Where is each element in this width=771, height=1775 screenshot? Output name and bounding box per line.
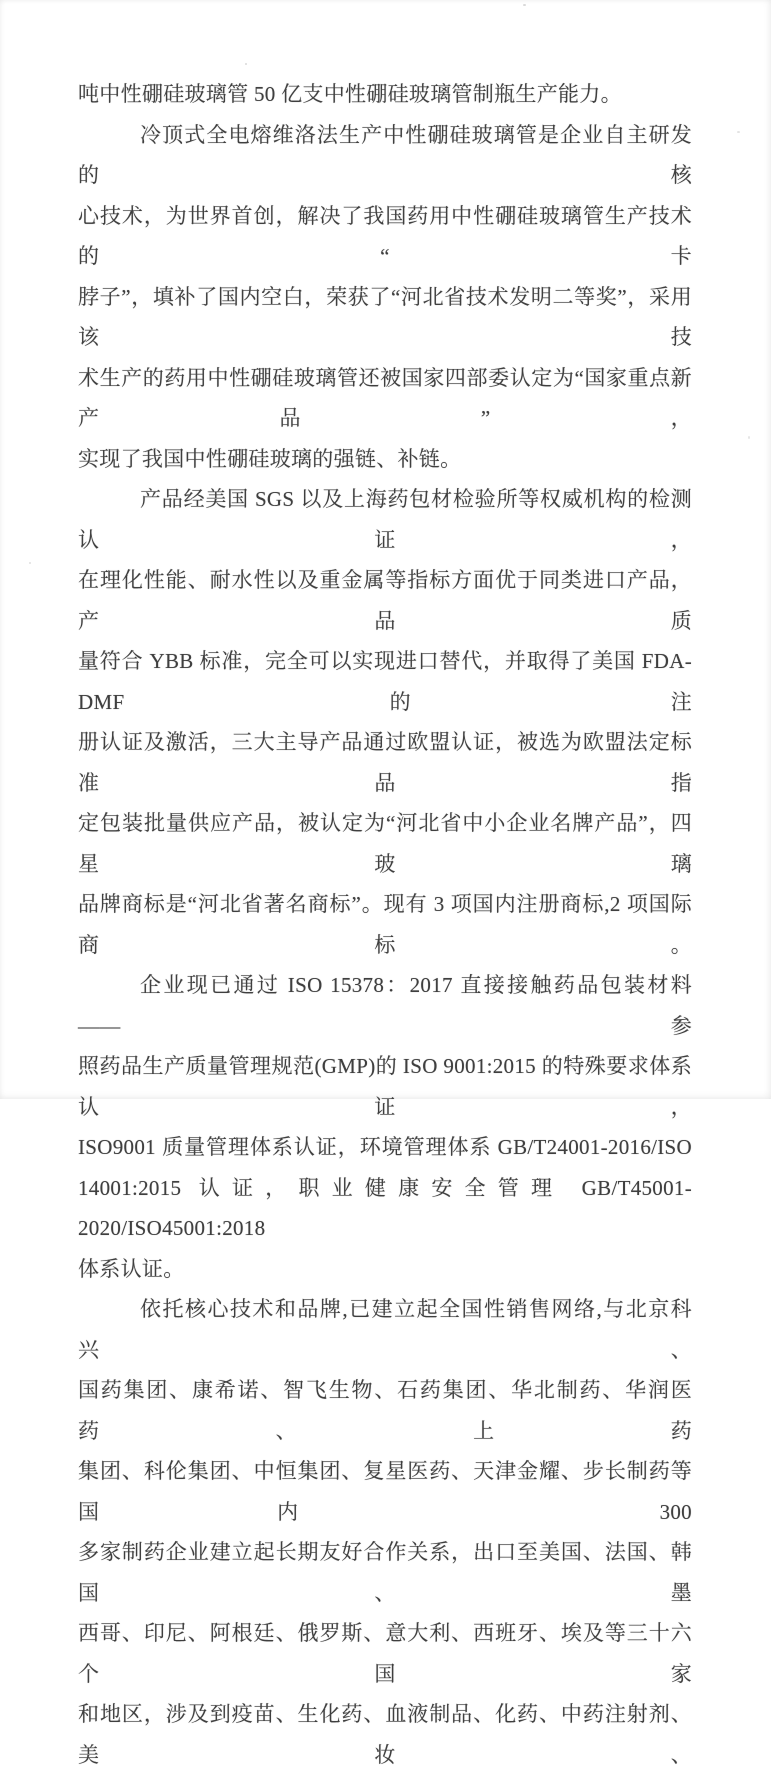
text-line: 定包装批量供应产品，被认定为“河北省中小企业名牌产品”，四星玻璃	[78, 811, 692, 876]
text-line: 照药品生产质量管理规范(GMP)的 ISO 9001:2015 的特殊要求体系认证，	[78, 1054, 692, 1119]
text-line: 在理化性能、耐水性以及重金属等指标方面优于同类进口产品，产品质	[78, 568, 692, 633]
text-line: 西哥、印尼、阿根廷、俄罗斯、意大利、西班牙、埃及等三十六个国家	[78, 1621, 692, 1686]
text-line: 实现了我国中性硼硅玻璃的强链、补链。	[78, 446, 462, 471]
text-line: 集团、科伦集团、中恒集团、复星医药、天津金耀、步长制药等国内 300	[78, 1459, 692, 1524]
text-line: 术生产的药用中性硼硅玻璃管还被国家四部委认定为“国家重点新产品”，	[78, 365, 692, 430]
text-line: 冷顶式全电熔维洛法生产中性硼硅玻璃管是企业自主研发的核	[78, 122, 692, 187]
text-line: 册认证及激活，三大主导产品通过欧盟认证，被选为欧盟法定标准品指	[78, 730, 692, 795]
text-line: 量符合 YBB 标准，完全可以实现进口替代，并取得了美国 FDA-DMF 的注	[78, 649, 692, 714]
text-line: 依托核心技术和品牌,已建立起全国性销售网络,与北京科兴、	[78, 1297, 692, 1362]
text-line: 14001:2015 认证，职业健康安全管理 GB/T45001-2020/ISO45001:2018	[78, 1175, 692, 1240]
scan-speck	[245, 63, 247, 65]
scan-speck	[523, 4, 526, 6]
scan-speck	[748, 436, 750, 439]
text-line: 国药集团、康希诺、智飞生物、石药集团、华北制药、华润医药、上药	[78, 1378, 692, 1443]
text-line: 企业现已通过 ISO 15378：2017 直接接触药品包装材料——参	[78, 973, 692, 1038]
text-line: 产品经美国 SGS 以及上海药包材检验所等权威机构的检测认证，	[78, 487, 692, 552]
text-line: 脖子”，填补了国内空白，荣获了“河北省技术发明二等奖”，采用该技	[78, 284, 692, 349]
text-line: 体系认证。	[78, 1256, 185, 1281]
text-line: 品牌商标是“河北省著名商标”。现有 3 项国内注册商标,2 项国际商标。	[78, 892, 692, 957]
text-line: 多家制药企业建立起长期友好合作关系，出口至美国、法国、韩国、墨	[78, 1540, 692, 1605]
text-line: 心技术，为世界首创，解决了我国药用中性硼硅玻璃管生产技术的“卡	[78, 203, 692, 268]
text-line: 和地区，涉及到疫苗、生化药、血液制品、化药、中药注射剂、美妆、	[78, 1702, 692, 1767]
scan-speck	[737, 131, 740, 133]
body-text	[78, 74, 692, 1775]
text-line: 吨中性硼硅玻璃管 50 亿支中性硼硅玻璃管制瓶生产能力。	[78, 82, 622, 106]
text-line: ISO9001 质量管理体系认证，环境管理体系 GB/T24001-2016/ISO	[78, 1135, 692, 1159]
scan-speck	[29, 562, 31, 564]
